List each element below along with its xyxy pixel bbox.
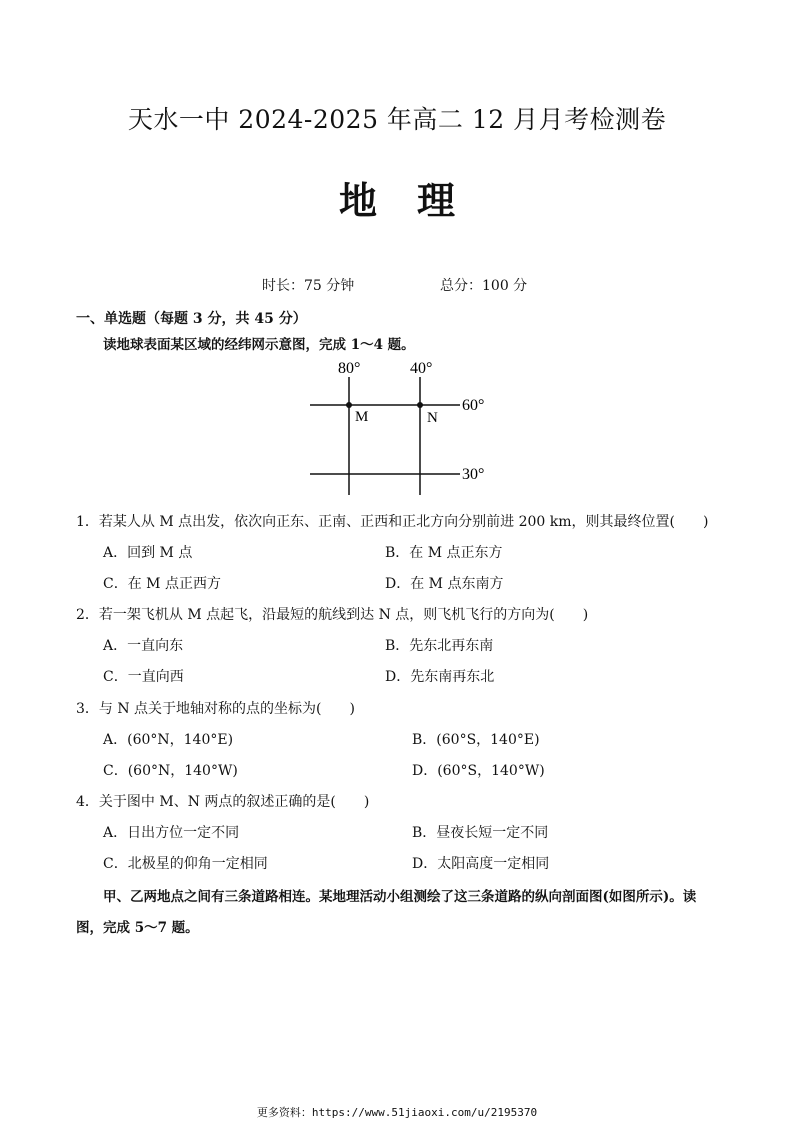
question-3-option-d: D．(60°S，140°W) — [412, 763, 545, 779]
point-m-dot — [346, 402, 352, 408]
question-4-option-a: A．日出方位一定不同 — [103, 825, 240, 841]
lat-top-label: 60° — [462, 397, 485, 414]
question-2-option-c: C．一直向西 — [103, 669, 184, 685]
question-2: 2．若一架飞机从 M 点起飞，沿最短的航线到达 N 点，则飞机飞行的方向为( ) — [76, 607, 589, 623]
question-3-option-c: C．(60°N，140°W) — [103, 763, 238, 779]
passage-line-1: 甲、乙两地点之间有三条道路相连。某地理活动小组测绘了这三条道路的纵向剖面图(如图所示)。读 — [103, 889, 697, 905]
subject-title: 地理 — [338, 179, 495, 223]
question-4-option-d: D．太阳高度一定相同 — [412, 856, 550, 872]
lat-bottom-label: 30° — [462, 466, 485, 483]
question-3-option-b: B．(60°S，140°E) — [412, 732, 540, 748]
point-n-label: N — [427, 410, 438, 426]
question-2-option-b: B．先东北再东南 — [385, 638, 494, 654]
graticule-diagram — [300, 355, 500, 500]
passage-line-2: 图，完成 5～7 题。 — [76, 920, 199, 936]
point-n-dot — [417, 402, 423, 408]
point-m-label: M — [355, 409, 369, 425]
duration-text: 时长：75 分钟 — [262, 278, 355, 294]
question-4-option-c: C．北极星的仰角一定相同 — [103, 856, 268, 872]
question-1-option-b: B．在 M 点正东方 — [385, 545, 503, 561]
question-1-option-d: D．在 M 点东南方 — [385, 576, 504, 592]
question-1: 1．若某人从 M 点出发，依次向正东、正南、正西和正北方向分别前进 200 km，则其最终位置( ) — [76, 514, 709, 530]
question-1-option-c: C．在 M 点正西方 — [103, 576, 221, 592]
question-2-option-a: A．一直向东 — [103, 638, 184, 654]
section-intro: 读地球表面某区域的经纬网示意图，完成 1～4 题。 — [103, 337, 415, 353]
question-3-option-a: A．(60°N，140°E) — [103, 732, 234, 748]
footer-link[interactable]: 更多资料：https://www.51jiaoxi.com/u/2195370 — [256, 1106, 538, 1119]
lon-right-label: 40° — [410, 360, 433, 377]
lon-left-label: 80° — [338, 360, 361, 377]
question-4-option-b: B．昼夜长短一定不同 — [412, 825, 549, 841]
section-heading: 一、单选题（每题 3 分，共 45 分） — [76, 311, 307, 327]
question-2-option-d: D．先东南再东北 — [385, 669, 495, 685]
question-1-option-a: A．回到 M 点 — [103, 545, 193, 561]
question-3: 3．与 N 点关于地轴对称的点的坐标为( ) — [76, 701, 355, 717]
total-score-text: 总分：100 分 — [440, 278, 528, 294]
exam-title: 天水一中 2024-2025 年高二 12 月月考检测卷 — [127, 105, 667, 134]
question-4: 4．关于图中 M、N 两点的叙述正确的是( ) — [76, 794, 370, 810]
